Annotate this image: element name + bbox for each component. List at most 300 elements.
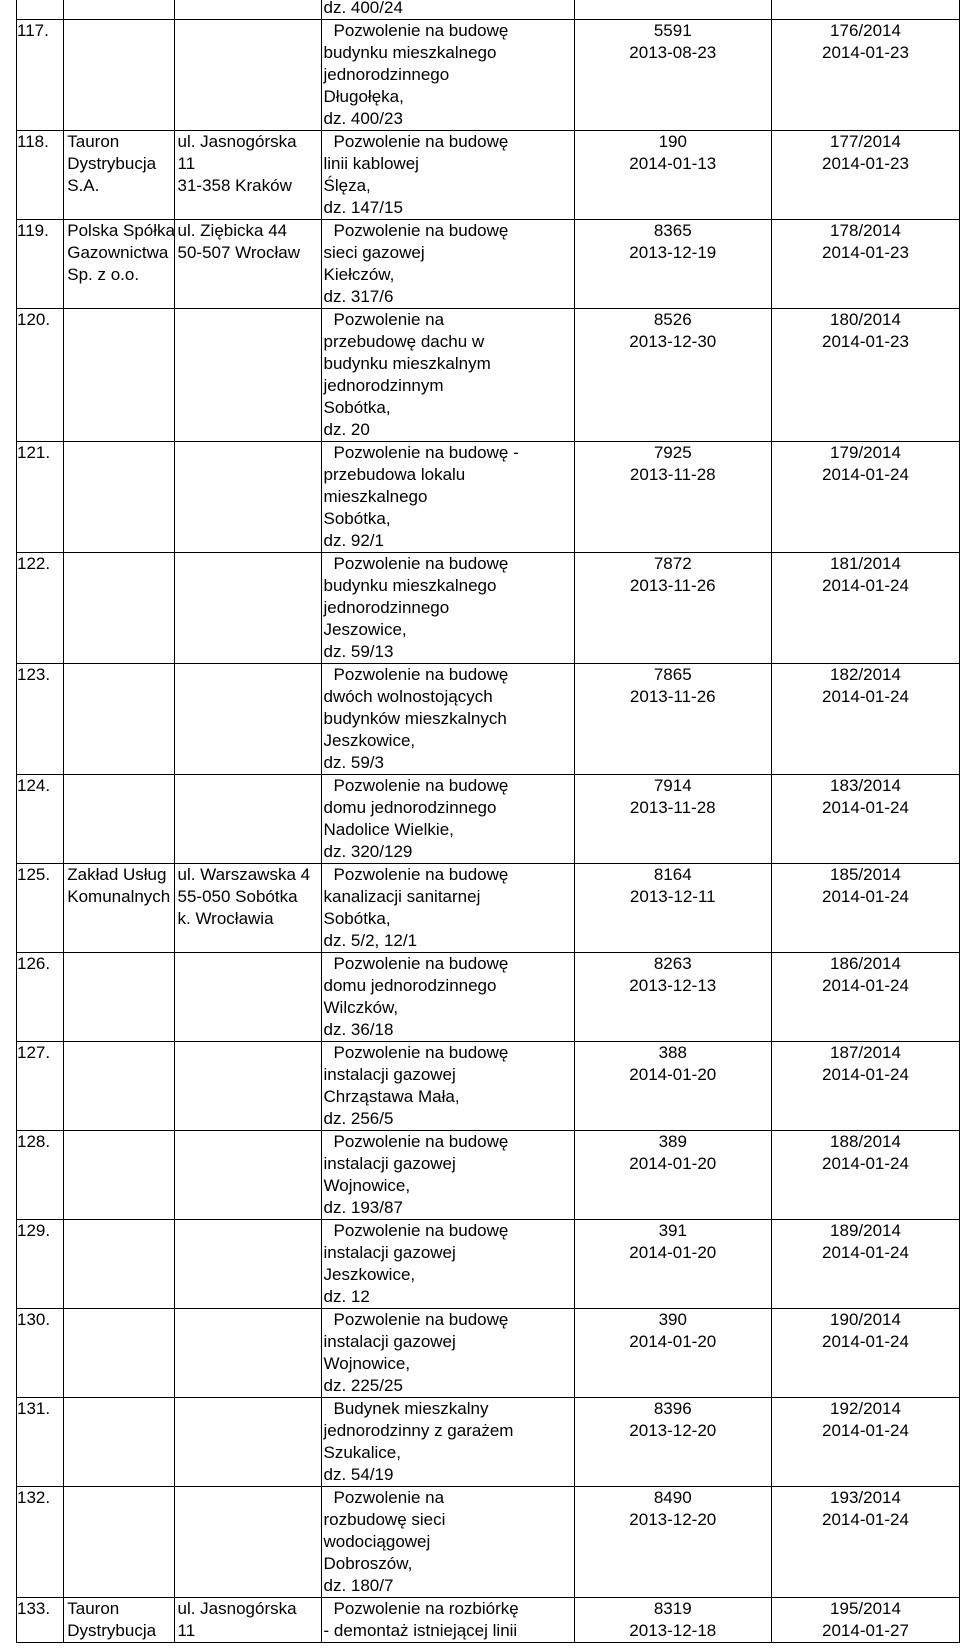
decision-cell [771, 1042, 959, 1131]
investor-name-line: Polska Spółka [67, 221, 175, 240]
application-number: 8490 [653, 1488, 692, 1507]
investor-address-cell [174, 0, 321, 20]
investor-address-line: ul. Jasnogórska [177, 132, 297, 151]
application-number: 7914 [653, 776, 692, 795]
lp-cell [17, 1598, 64, 1643]
application-cell [574, 1598, 771, 1643]
decision-cell [771, 953, 959, 1042]
investor-name-cell [64, 1131, 174, 1220]
description-line: Pozwolenie na budowę - [333, 443, 519, 462]
description-line: Kiełczów, [323, 265, 395, 284]
decision-number: 187/2014 [830, 1043, 901, 1062]
lp-number: 129. [17, 1221, 51, 1240]
decision-cell [771, 1398, 959, 1487]
investor-address-line: ul. Ziębicka 44 [177, 221, 288, 240]
application-cell [574, 864, 771, 953]
application-number: 8365 [653, 221, 692, 240]
description-line: instalacji gazowej [323, 1243, 456, 1262]
application-number: 190 [658, 132, 687, 151]
application-date: 2014-01-20 [629, 1332, 717, 1351]
decision-cell [771, 131, 959, 220]
description-line: Jeszowice, [323, 620, 407, 639]
decision-date: 2014-01-24 [822, 1421, 909, 1440]
description-line: dz. 320/129 [323, 842, 413, 861]
decision-cell [771, 553, 959, 664]
investor-name-line: Sp. z o.o. [67, 265, 140, 284]
permits-table [16, 0, 960, 1643]
decision-number: 188/2014 [830, 1132, 901, 1151]
table-row [17, 1309, 960, 1398]
description-line: Sobótka, [323, 909, 391, 928]
decision-number: 179/2014 [830, 443, 901, 462]
application-cell [574, 0, 771, 20]
description-line: dz. 36/18 [323, 1020, 394, 1039]
lp-number: 128. [17, 1132, 51, 1151]
description-line: budynku mieszkalnym [323, 354, 491, 373]
description-line: Pozwolenie na budowę [333, 21, 509, 40]
description-line: dz. 5/2, 12/1 [323, 931, 418, 950]
decision-cell [771, 1131, 959, 1220]
application-cell [574, 1042, 771, 1131]
description-line: dz. 12 [323, 1287, 370, 1306]
decision-number: 186/2014 [830, 954, 901, 973]
description-line: instalacji gazowej [323, 1154, 456, 1173]
description-line: Pozwolenie na budowę [333, 554, 509, 573]
investor-name-cell [64, 220, 174, 309]
lp-number: 133. [17, 1599, 51, 1618]
application-date: 2013-12-13 [629, 976, 717, 995]
application-date: 2014-01-13 [629, 154, 717, 173]
description-cell [321, 1398, 574, 1487]
lp-cell [17, 131, 64, 220]
application-number: 391 [658, 1221, 687, 1240]
description-line: instalacji gazowej [323, 1332, 456, 1351]
table-row [17, 131, 960, 220]
decision-date: 2014-01-24 [822, 687, 909, 706]
description-line: Wojnowice, [323, 1354, 411, 1373]
description-cell [321, 1487, 574, 1598]
decision-number: 193/2014 [830, 1488, 901, 1507]
description-line: Pozwolenie na budowę [333, 776, 509, 795]
description-line: - demontaż istniejącej linii [323, 1621, 518, 1640]
investor-name-cell [64, 1487, 174, 1598]
description-line: budynku mieszkalnego [323, 576, 497, 595]
application-date: 2014-01-20 [629, 1243, 717, 1262]
lp-cell [17, 309, 64, 442]
decision-cell [771, 442, 959, 553]
application-date: 2013-12-20 [629, 1510, 717, 1529]
decision-number: 190/2014 [830, 1310, 901, 1329]
decision-cell [771, 775, 959, 864]
investor-address-line: 55-050 Sobótka [177, 887, 298, 906]
lp-cell [17, 1220, 64, 1309]
description-line: mieszkalnego [323, 487, 428, 506]
investor-name-cell [64, 553, 174, 664]
table-row [17, 309, 960, 442]
description-line: dz. 59/3 [323, 753, 384, 772]
description-line: dz. 20 [323, 420, 370, 439]
description-line: kanalizacji sanitarnej [323, 887, 481, 906]
lp-cell [17, 664, 64, 775]
application-cell [574, 553, 771, 664]
description-line: Pozwolenie na budowę [333, 665, 509, 684]
table-row [17, 864, 960, 953]
description-line: budynków mieszkalnych [323, 709, 507, 728]
decision-date: 2014-01-23 [822, 43, 909, 62]
table-row [17, 553, 960, 664]
application-number: 8263 [653, 954, 692, 973]
description-line: Pozwolenie na budowę [333, 132, 509, 151]
description-cell [321, 1220, 574, 1309]
application-date: 2013-11-26 [629, 576, 716, 595]
description-cell [321, 131, 574, 220]
investor-address-cell [174, 1598, 321, 1643]
description-cell [321, 664, 574, 775]
decision-date: 2014-01-24 [822, 1243, 909, 1262]
description-line: dz. 400/24 [323, 0, 403, 17]
application-number: 8526 [653, 310, 692, 329]
application-cell [574, 131, 771, 220]
lp-number: 124. [17, 776, 51, 795]
description-line: Pozwolenie na budowę [333, 865, 509, 884]
description-line: Wojnowice, [323, 1176, 411, 1195]
lp-cell [17, 20, 64, 131]
decision-number: 181/2014 [830, 554, 901, 573]
investor-address-cell [174, 664, 321, 775]
investor-name-cell [64, 309, 174, 442]
decision-number: 185/2014 [830, 865, 901, 884]
application-cell [574, 1131, 771, 1220]
investor-address-cell [174, 775, 321, 864]
description-line: domu jednorodzinnego [323, 798, 497, 817]
decision-date: 2014-01-24 [822, 465, 909, 484]
investor-address-cell [174, 220, 321, 309]
description-line: Długołęka, [323, 87, 404, 106]
decision-date: 2014-01-24 [822, 887, 909, 906]
permits-table-body [17, 0, 960, 1643]
decision-number: 178/2014 [830, 221, 901, 240]
description-line: Chrząstawa Mała, [323, 1087, 460, 1106]
description-line: Pozwolenie na rozbiórkę [333, 1599, 519, 1618]
investor-name-line: Gazownictwa [67, 243, 169, 262]
investor-address-line: 31-358 Kraków [177, 176, 292, 195]
description-line: rozbudowę sieci [323, 1510, 446, 1529]
investor-address-cell [174, 131, 321, 220]
application-cell [574, 1309, 771, 1398]
description-line: linii kablowej [323, 154, 419, 173]
lp-number: 131. [17, 1399, 51, 1418]
table-row [17, 775, 960, 864]
table-row [17, 1220, 960, 1309]
description-line: domu jednorodzinnego [323, 976, 497, 995]
investor-address-line: ul. Jasnogórska [177, 1599, 297, 1618]
table-row [17, 1042, 960, 1131]
application-number: 389 [658, 1132, 687, 1151]
investor-name-cell [64, 1220, 174, 1309]
application-date: 2013-12-30 [629, 332, 717, 351]
lp-number: 126. [17, 954, 51, 973]
decision-cell [771, 0, 959, 20]
decision-cell [771, 1487, 959, 1598]
investor-address-line: 11 [177, 154, 196, 173]
application-date: 2013-12-18 [629, 1621, 717, 1640]
application-number: 8164 [653, 865, 692, 884]
description-line: Nadolice Wielkie, [323, 820, 454, 839]
description-line: dz. 180/7 [323, 1576, 394, 1595]
investor-address-cell [174, 864, 321, 953]
description-line: dz. 225/25 [323, 1376, 403, 1395]
investor-address-cell [174, 1487, 321, 1598]
application-date: 2014-01-20 [629, 1065, 717, 1084]
description-line: Pozwolenie na [333, 1488, 445, 1507]
description-line: budynku mieszkalnego [323, 43, 497, 62]
lp-number: 122. [17, 554, 51, 573]
description-line: przebudowę dachu w [323, 332, 485, 351]
decision-date: 2014-01-24 [822, 798, 909, 817]
application-cell [574, 1487, 771, 1598]
investor-name-line: Tauron [67, 132, 120, 151]
table-row [17, 220, 960, 309]
decision-cell [771, 864, 959, 953]
investor-name-cell [64, 131, 174, 220]
description-line: jednorodzinnego [323, 598, 450, 617]
description-line: jednorodzinnego [323, 65, 450, 84]
description-line: Ślęza, [323, 176, 371, 195]
lp-cell [17, 1487, 64, 1598]
application-date: 2013-12-11 [629, 887, 716, 906]
decision-number: 189/2014 [830, 1221, 901, 1240]
investor-name-line: Dystrybucja [67, 1621, 157, 1640]
decision-number: 180/2014 [830, 310, 901, 329]
lp-number: 132. [17, 1488, 51, 1507]
description-cell [321, 553, 574, 664]
description-line: dz. 193/87 [323, 1198, 403, 1217]
description-line: Sobótka, [323, 509, 391, 528]
decision-date: 2014-01-24 [822, 1154, 909, 1173]
lp-cell [17, 1131, 64, 1220]
description-line: instalacji gazowej [323, 1065, 456, 1084]
decision-date: 2014-01-27 [822, 1621, 909, 1640]
investor-address-cell [174, 1131, 321, 1220]
description-line: Pozwolenie na budowę [333, 1043, 509, 1062]
application-cell [574, 309, 771, 442]
decision-cell [771, 1220, 959, 1309]
lp-number: 121. [17, 443, 51, 462]
lp-cell [17, 864, 64, 953]
lp-cell [17, 442, 64, 553]
decision-cell [771, 220, 959, 309]
decision-date: 2014-01-24 [822, 1510, 909, 1529]
description-line: Wilczków, [323, 998, 399, 1017]
description-cell [321, 1309, 574, 1398]
investor-name-cell [64, 20, 174, 131]
description-line: dz. 92/1 [323, 531, 384, 550]
description-line: dwóch wolnostojących [323, 687, 493, 706]
application-cell [574, 1398, 771, 1487]
investor-name-cell [64, 1042, 174, 1131]
application-number: 8319 [653, 1599, 692, 1618]
investor-name-cell [64, 1398, 174, 1487]
description-line: Pozwolenie na budowę [333, 1132, 509, 1151]
description-line: sieci gazowej [323, 243, 425, 262]
description-line: Jeszkowice, [323, 731, 416, 750]
lp-number: 117. [17, 21, 49, 40]
investor-name-line: S.A. [67, 176, 100, 195]
decision-number: 177/2014 [830, 132, 901, 151]
description-line: dz. 400/23 [323, 109, 403, 128]
description-line: Sobótka, [323, 398, 391, 417]
description-cell [321, 953, 574, 1042]
decision-date: 2014-01-24 [822, 1065, 909, 1084]
table-row [17, 1398, 960, 1487]
decision-date: 2014-01-24 [822, 576, 909, 595]
application-cell [574, 953, 771, 1042]
table-row [17, 1487, 960, 1598]
decision-cell [771, 1598, 959, 1643]
lp-number: 119. [17, 221, 49, 240]
investor-address-line: k. Wrocławia [177, 909, 274, 928]
description-cell [321, 0, 574, 20]
investor-address-cell [174, 1042, 321, 1131]
description-line: jednorodzinnym [323, 376, 444, 395]
investor-address-cell [174, 953, 321, 1042]
lp-number: 130. [17, 1310, 51, 1329]
decision-number: 183/2014 [830, 776, 901, 795]
description-cell [321, 864, 574, 953]
decision-cell [771, 1309, 959, 1398]
description-cell [321, 220, 574, 309]
decision-number: 192/2014 [830, 1399, 901, 1418]
decision-date: 2014-01-23 [822, 332, 909, 351]
description-line: Dobroszów, [323, 1554, 413, 1573]
decision-cell [771, 309, 959, 442]
table-row [17, 20, 960, 131]
description-line: Pozwolenie na budowę [333, 1221, 509, 1240]
description-line: Pozwolenie na [333, 310, 445, 329]
application-date: 2013-11-26 [629, 687, 716, 706]
application-date: 2014-01-20 [629, 1154, 717, 1173]
lp-number: 123. [17, 665, 51, 684]
lp-number: 120. [17, 310, 51, 329]
table-row [17, 1131, 960, 1220]
description-line: Pozwolenie na budowę [333, 954, 509, 973]
lp-cell [17, 1309, 64, 1398]
investor-name-cell [64, 1598, 174, 1643]
lp-cell [17, 220, 64, 309]
investor-name-line: Dystrybucja [67, 154, 157, 173]
lp-cell [17, 953, 64, 1042]
table-row-continuation [17, 0, 960, 20]
description-line: dz. 256/5 [323, 1109, 394, 1128]
investor-address-line: 11 [177, 1621, 196, 1640]
application-cell [574, 442, 771, 553]
description-cell [321, 442, 574, 553]
investor-name-line: Komunalnych [67, 887, 171, 906]
lp-cell [17, 1398, 64, 1487]
decision-cell [771, 20, 959, 131]
application-number: 7925 [653, 443, 692, 462]
description-line: dz. 147/15 [323, 198, 403, 217]
description-line: Pozwolenie na budowę [333, 221, 509, 240]
description-line: Pozwolenie na budowę [333, 1310, 509, 1329]
investor-address-line: 50-507 Wrocław [177, 243, 301, 262]
permits-register-sheet [16, 0, 960, 1643]
decision-number: 195/2014 [830, 1599, 901, 1618]
application-number: 7872 [653, 554, 692, 573]
lp-number: 125. [17, 865, 51, 884]
table-row [17, 953, 960, 1042]
investor-address-cell [174, 1398, 321, 1487]
application-date: 2013-12-19 [629, 243, 717, 262]
table-row [17, 442, 960, 553]
application-cell [574, 775, 771, 864]
description-line: jednorodzinny z garażem [323, 1421, 514, 1440]
application-number: 390 [658, 1310, 687, 1329]
application-number: 7865 [653, 665, 692, 684]
lp-cell [17, 775, 64, 864]
decision-date: 2014-01-24 [822, 1332, 909, 1351]
application-cell [574, 1220, 771, 1309]
investor-address-cell [174, 1309, 321, 1398]
application-cell [574, 664, 771, 775]
investor-address-line: ul. Warszawska 4 [177, 865, 311, 884]
investor-name-cell [64, 953, 174, 1042]
decision-date: 2014-01-23 [822, 154, 909, 173]
description-line: Budynek mieszkalny [333, 1399, 489, 1418]
description-line: Jeszkowice, [323, 1265, 416, 1284]
application-cell [574, 20, 771, 131]
description-cell [321, 1042, 574, 1131]
description-line: dz. 59/13 [323, 642, 394, 661]
description-cell [321, 775, 574, 864]
investor-name-cell [64, 442, 174, 553]
investor-name-cell [64, 864, 174, 953]
application-number: 5591 [653, 21, 692, 40]
investor-name-cell [64, 664, 174, 775]
decision-date: 2014-01-24 [822, 976, 909, 995]
application-date: 2013-11-28 [629, 465, 716, 484]
application-number: 388 [658, 1043, 687, 1062]
lp-cell [17, 553, 64, 664]
decision-number: 176/2014 [830, 21, 901, 40]
investor-address-cell [174, 20, 321, 131]
description-cell [321, 1131, 574, 1220]
investor-address-cell [174, 309, 321, 442]
decision-cell [771, 664, 959, 775]
description-line: Szukalice, [323, 1443, 401, 1462]
description-cell [321, 1598, 574, 1643]
table-row [17, 1598, 960, 1643]
description-line: przebudowa lokalu [323, 465, 466, 484]
application-cell [574, 220, 771, 309]
investor-name-cell [64, 775, 174, 864]
investor-name-line: Zakład Usług [67, 865, 167, 884]
application-date: 2013-08-23 [629, 43, 717, 62]
lp-number: 118. [17, 132, 49, 151]
investor-name-cell [64, 0, 174, 20]
investor-address-cell [174, 553, 321, 664]
investor-name-cell [64, 1309, 174, 1398]
lp-cell [17, 1042, 64, 1131]
decision-date: 2014-01-23 [822, 243, 909, 262]
application-date: 2013-12-20 [629, 1421, 717, 1440]
investor-address-cell [174, 442, 321, 553]
lp-cell [17, 0, 64, 20]
description-cell [321, 20, 574, 131]
description-line: dz. 317/6 [323, 287, 394, 306]
description-line: dz. 54/19 [323, 1465, 394, 1484]
investor-name-line: Tauron [67, 1599, 120, 1618]
